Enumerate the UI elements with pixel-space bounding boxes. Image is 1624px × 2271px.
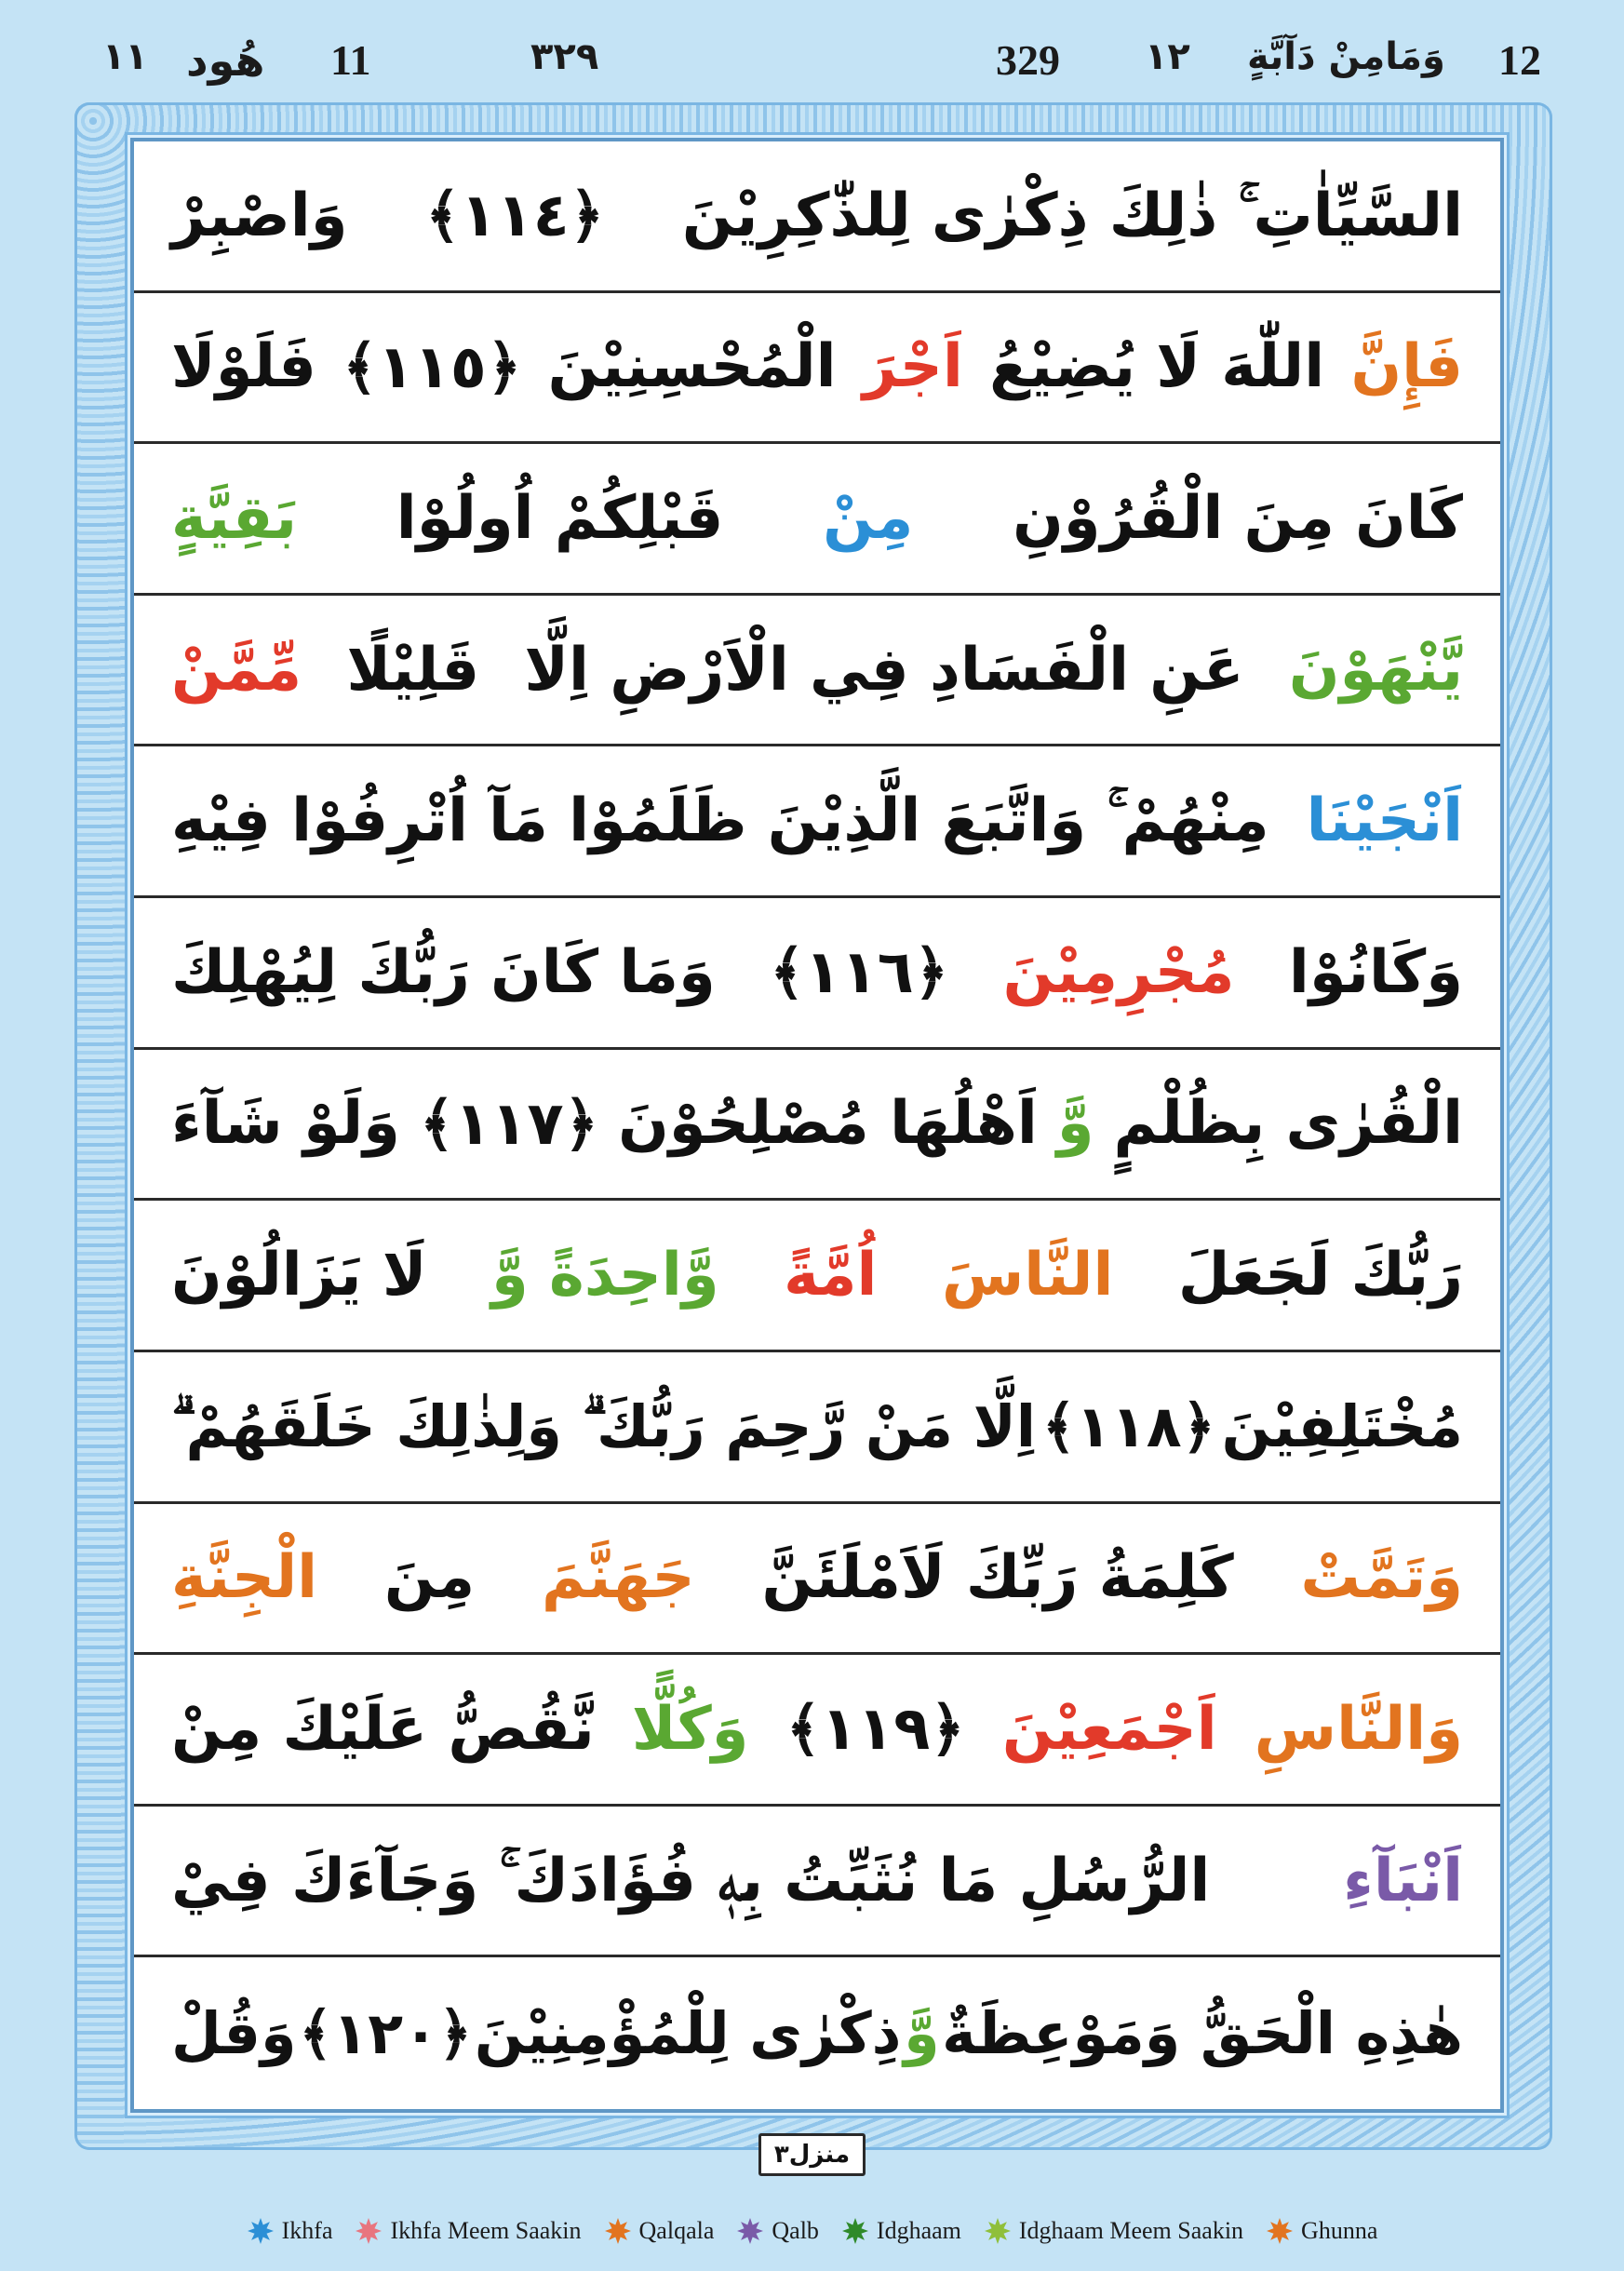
verse-text-segment: لَا يَزَالُوْنَ: [171, 1241, 427, 1310]
verse-text-segment: الرُّسُلِ مَا نُثَبِّتُ بِهٖ فُؤَادَكَ ۚ وَجَآءَكَ فِيْ: [171, 1846, 1211, 1915]
verse-text-segment: اَجْرَ: [862, 332, 963, 402]
legend-label: Qalb: [772, 2217, 819, 2244]
verse-text-segment: وَمَا كَانَ رَبُّكَ لِيُهْلِكَ: [171, 937, 716, 1007]
verse-text-segment: النَّاسَ: [941, 1241, 1114, 1310]
verse-line: [134, 1957, 1500, 2109]
star-icon: [355, 2217, 383, 2245]
verse-text-segment: مِّمَّنْ: [171, 635, 302, 705]
star-icon: [984, 2217, 1012, 2245]
legend-item: [1266, 2217, 1377, 2245]
legend-item: [355, 2217, 581, 2245]
verse-text-segment: مِنْهُمْ ۚ وَاتَّبَعَ الَّذِيْنَ ظَلَمُوْا مَآ اُتْرِفُوْا فِيْهِ: [171, 786, 1269, 856]
verse-text-segment: وَتَمَّتْ: [1300, 1543, 1463, 1613]
verse-line: [134, 1504, 1500, 1656]
verse-text-segment: كَلِمَةُ رَبِّكَ لَاَمْلَئَنَّ: [761, 1543, 1234, 1613]
verse-text-segment: قَلِيْلًا: [346, 635, 480, 705]
legend-label: Idghaam: [876, 2217, 961, 2244]
star-icon: [247, 2217, 275, 2245]
surah-number: 11: [330, 36, 371, 84]
legend-item: [247, 2217, 333, 2245]
verse-text-segment: يَّنْهَوْنَ: [1288, 635, 1463, 705]
verse-text-segment: بَقِيَّةٍ: [171, 484, 298, 554]
verse-text-segment: ذِكْرٰی لِلْمُؤْمِنِيْنَ: [474, 1999, 902, 2068]
juz-number: 12: [1498, 36, 1541, 84]
star-icon: [1266, 2217, 1294, 2245]
legend-label: Ghunna: [1301, 2217, 1378, 2244]
verse-text-segment: فَلَوْلَا: [171, 332, 316, 402]
verse-text-segment: الْقُرٰی بِظُلْمٍ: [1113, 1089, 1463, 1159]
verse-text-segment: اِلَّا مَنْ رَّحِمَ رَبُّكَ ۗ وَلِذٰلِكَ خَلَقَهُمْ ۗ: [171, 1391, 1037, 1460]
ornamental-border: [74, 102, 1552, 2150]
verse-line: [134, 1807, 1500, 1958]
verse-line: [134, 1201, 1500, 1352]
verse-text-segment: وَكُلًّا: [631, 1694, 749, 1764]
legend-label: Ikhfa Meem Saakin: [390, 2217, 582, 2244]
legend-item: [736, 2217, 819, 2245]
verse-text-segment: ﴿١١٤﴾: [425, 181, 605, 251]
verse-text-segment: مِنْ: [823, 484, 914, 554]
verse-line: [134, 596, 1500, 747]
juz-number-arabic: ١٢: [1145, 35, 1190, 78]
surah-name: هُود: [186, 35, 265, 86]
verse-text-segment: نَّقُصُّ عَلَيْكَ مِنْ: [171, 1694, 595, 1764]
legend-label: Ikhfa: [281, 2217, 333, 2244]
tajweed-legend: [0, 2208, 1624, 2254]
legend-label: Qalqala: [638, 2217, 715, 2244]
legend-item: [984, 2217, 1243, 2245]
verse-line: [134, 444, 1500, 596]
verse-text-segment: وَّ: [1056, 1089, 1094, 1159]
page-number-arabic: ٣٢٩: [530, 35, 599, 78]
verse-line: [134, 746, 1500, 898]
quran-text-panel: [130, 138, 1504, 2113]
juz-name: وَمَامِنْ دَآبَّةٍ: [1247, 35, 1445, 78]
verse-text-segment: هٰذِهِ الْحَقُّ وَمَوْعِظَةٌ: [942, 1999, 1463, 2068]
verse-text-segment: مُخْتَلِفِيْنَ: [1221, 1392, 1463, 1461]
verse-line: [134, 1352, 1500, 1504]
verse-text-segment: السَّيِّاٰتِ ۚ ذٰلِكَ ذِكْرٰی لِلذّٰكِرِيْنَ: [681, 181, 1463, 250]
verse-line: [134, 898, 1500, 1050]
verse-text-segment: ﴿١١٨﴾: [1041, 1392, 1215, 1461]
verse-text-segment: وَكَانُوْا: [1288, 937, 1463, 1007]
verse-text-segment: الْجِنَّةِ: [171, 1543, 318, 1613]
verse-text-segment: ﴿١١٥﴾: [342, 332, 522, 402]
verse-text-segment: جَهَنَّمَ: [541, 1543, 695, 1613]
verse-line: [134, 293, 1500, 445]
verse-text-segment: مِنَ: [383, 1543, 476, 1613]
star-icon: [841, 2217, 869, 2245]
verse-text-segment: ﴿١١٧﴾: [419, 1089, 599, 1159]
manzil-label: منزل٣: [758, 2133, 866, 2176]
verse-text-segment: اَجْمَعِيْنَ: [1001, 1694, 1217, 1764]
verse-text-segment: فَإِنَّ: [1350, 332, 1463, 402]
page-number: 329: [996, 36, 1060, 84]
verse-text-segment: وَالنَّاسِ: [1254, 1694, 1463, 1764]
legend-label: Idghaam Meem Saakin: [1018, 2217, 1244, 2244]
legend-item: [604, 2217, 715, 2245]
verse-text-segment: وَّاحِدَةً وَّ: [490, 1241, 719, 1310]
verse-text-segment: ﴿١١٦﴾: [770, 938, 949, 1008]
verse-text-segment: وَلَوْ شَآءَ: [171, 1089, 400, 1159]
verse-line: [134, 1050, 1500, 1202]
verse-text-segment: الْمُحْسِنِيْنَ: [547, 332, 837, 402]
verse-text-segment: اَنْجَيْنَا: [1306, 786, 1463, 856]
verse-text-segment: اَنْبَآءِ: [1343, 1846, 1463, 1915]
verse-text-segment: مُجْرِمِيْنَ: [1002, 937, 1235, 1007]
verse-line: [134, 141, 1500, 293]
verse-text-segment: ﴿١١٩﴾: [785, 1695, 965, 1765]
surah-number-arabic: ١١: [102, 35, 148, 78]
page-header: [0, 0, 1624, 102]
star-icon: [736, 2217, 764, 2245]
manzil-marker: [0, 2133, 1624, 2170]
verse-text-segment: وَقُلْ: [171, 1999, 297, 2068]
verse-text-segment: ﴿١٢٠﴾: [299, 1999, 473, 2068]
verse-text-segment: كَانَ مِنَ الْقُرُوْنِ: [1013, 484, 1463, 554]
star-icon: [604, 2217, 632, 2245]
verse-text-segment: وَاصْبِرْ: [171, 181, 348, 250]
legend-item: [841, 2217, 961, 2245]
verse-text-segment: وَّ: [904, 1999, 940, 2068]
verse-text-segment: قَبْلِكُمْ اُولُوْا: [396, 484, 724, 554]
verse-line: [134, 1655, 1500, 1807]
verse-text-segment: اللّٰهَ لَا يُضِيْعُ: [989, 332, 1325, 402]
verse-text-segment: اَهْلُهَا مُصْلِحُوْنَ: [618, 1089, 1038, 1159]
verse-text-segment: رَبُّكَ لَجَعَلَ: [1177, 1241, 1463, 1310]
verse-text-segment: اُمَّةً: [784, 1241, 878, 1310]
verse-text-segment: عَنِ الْفَسَادِ فِي الْاَرْضِ اِلَّا: [524, 635, 1244, 705]
